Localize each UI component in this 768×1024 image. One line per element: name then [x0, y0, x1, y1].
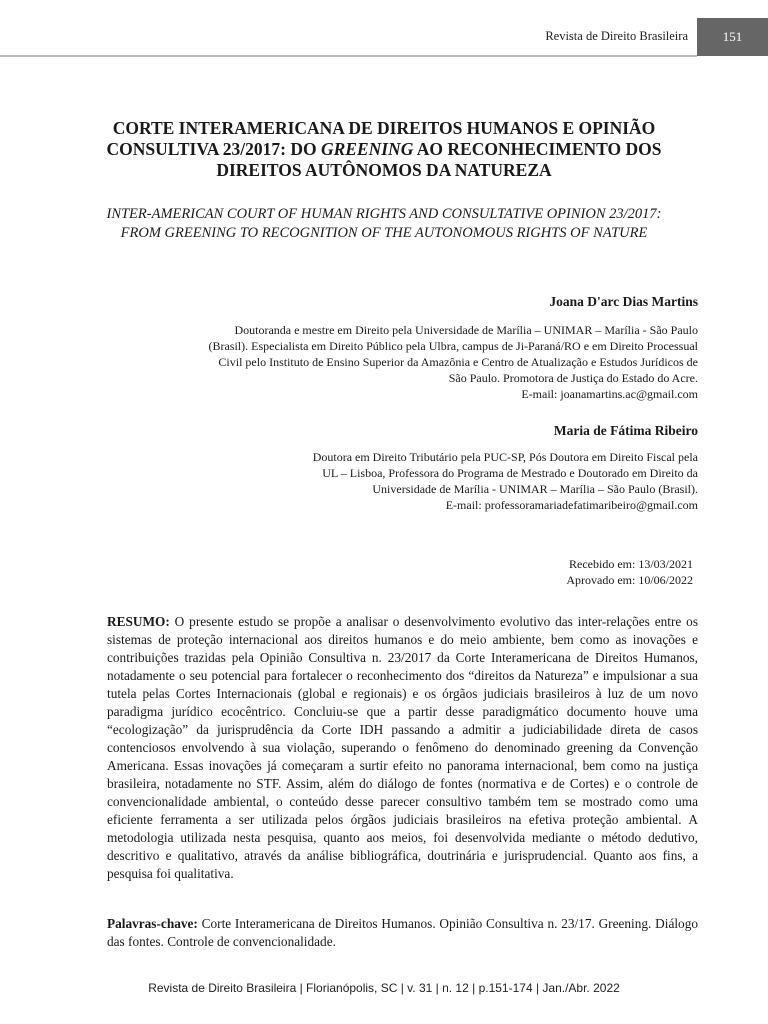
- subtitle-line-1: INTER-AMERICAN COURT OF HUMAN RIGHTS AND CONSULTATIVE OPINION 23/2017:: [106, 206, 662, 222]
- title-line-3: DIREITOS AUTÔNOMOS DA NATUREZA: [216, 160, 552, 180]
- keywords-text: Corte Interamericana de Direitos Humanos. Opinião Consultiva n. 23/17. Greening. Diálogo das fontes. Controle de convencionalidade.: [107, 916, 698, 949]
- title-line-2: [80, 139, 688, 160]
- abstract-text: O presente estudo se propõe a analisar o desenvolvimento evolutivo das inter-relações entre os sistemas de proteção internacional aos direitos humanos e do meio ambiente, bem como as inovações e contribuições trazidas pela Opinião Consultiva n. 23/2017 da Corte Interamericana de Direitos Humanos, notadamente o seu potencial para fortalecer o reconhecimento dos “direitos da Natureza” e impulsionar a sua tutela pelas Cortes Internacionais (global e regionais) e os órgãos judiciais brasileiros à luz de um novo paradigma jurídico ecocêntrico. Concluiu-se que a partir desse paradigmático documento houve uma “ecologização” da jurisprudência da Corte IDH passando a admitir a judiciabilidade direta de casos contenciosos envolvendo à sua violação, superando o fenômeno do denominado greening da Convenção Americana. Essas inovações já começaram a surtir efeito no panorama internacional, bem como na justiça brasileira, notadamente no STF. Assim, além do diálogo de fontes (normativa e de Cortes) e o controle de convencionalidade ambiental, o conteúdo desse parecer consultivo também tem se mostrado como uma eficiente ferramenta a ser utilizada pelos órgãos judiciais brasileiros na efetiva proteção ambiental. A metodologia utilizada nesta pesquisa, quanto aos meios, foi desenvolvida mediante o método dedutivo, descritivo e qualitativo, através da análise bibliográfica, doutrinária e jurisprudencial. Quanto aos fins, a pesquisa foi qualitativa.: [107, 614, 698, 881]
- journal-name: Revista de Direito Brasileira: [545, 29, 688, 43]
- author-2-name: Maria de Fátima Ribeiro: [553, 423, 698, 438]
- article-title: [80, 118, 688, 181]
- author-1-affiliation: [208, 322, 698, 402]
- abstract-label: RESUMO:: [107, 614, 170, 629]
- title-line-2-italic: GREENING: [320, 139, 414, 159]
- page-footer: Revista de Direito Brasileira | Florianópolis, SC | v. 31 | n. 12 | p.151-174 | Jan./Abr. 2022: [148, 981, 620, 995]
- affiliation-line: (Brasil). Especialista em Direito Público pela Ulbra, campus de Ji-Paraná/RO e em Direito Processual: [208, 339, 698, 353]
- title-line-2-post: AO RECONHECIMENTO DOS: [413, 139, 662, 159]
- title-line-1: CORTE INTERAMERICANA DE DIREITOS HUMANOS E OPINIÃO: [112, 118, 656, 138]
- author-1-name: Joana D'arc Dias Martins: [549, 294, 698, 309]
- title-line-2-pre: CONSULTIVA 23/2017: DO: [106, 139, 321, 159]
- affiliation-line: Civil pelo Instituto de Ensino Superior da Amazônia e Centro de Atualização e Estudos Jurídicos de: [218, 355, 698, 369]
- keywords: [107, 915, 698, 951]
- author-1-email: E-mail: joanamartins.ac@gmail.com: [521, 387, 698, 401]
- article-subtitle: [80, 205, 688, 243]
- abstract: [107, 613, 698, 883]
- affiliation-line: UL – Lisboa, Professora do Programa de Mestrado e Doutorado em Direito da: [322, 466, 698, 480]
- subtitle-line-2: FROM GREENING TO RECOGNITION OF THE AUTONOMOUS RIGHTS OF NATURE: [120, 225, 648, 241]
- page-number: 151: [697, 18, 768, 56]
- submission-dates: [566, 556, 693, 588]
- affiliation-line: São Paulo. Promotora de Justiça do Estado do Acre.: [448, 371, 698, 385]
- author-2-email: E-mail: professoramariadefatimaribeiro@gmail.com: [445, 498, 698, 512]
- received-date: Recebido em: 13/03/2021: [569, 557, 693, 571]
- approved-date: Aprovado em: 10/06/2022: [566, 573, 693, 587]
- affiliation-line: Doutoranda e mestre em Direito pela Universidade de Marília – UNIMAR – Marília - São Paulo: [234, 323, 698, 337]
- affiliation-line: Universidade de Marília - UNIMAR – Marília – São Paulo (Brasil).: [372, 482, 698, 496]
- affiliation-line: Doutora em Direito Tributário pela PUC-SP, Pós Doutora em Direito Fiscal pela: [312, 450, 698, 464]
- author-2-affiliation: [313, 449, 698, 513]
- keywords-label: Palavras-chave:: [107, 916, 198, 931]
